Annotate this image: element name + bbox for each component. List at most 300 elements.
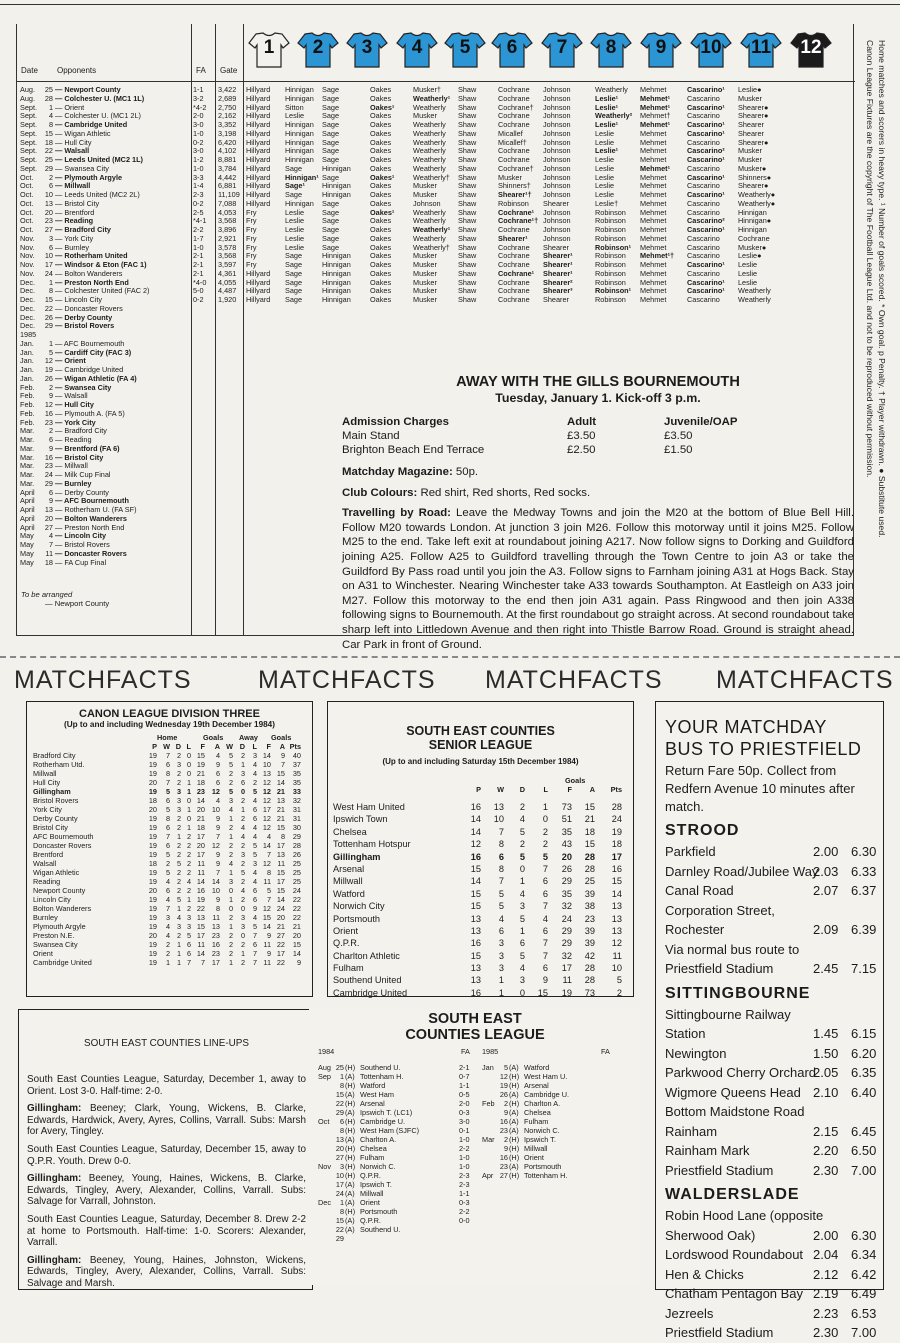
- team-name: Wigan Athletic: [33, 868, 80, 877]
- player-name: Shaw: [458, 85, 477, 94]
- stat-value: 16: [211, 940, 220, 949]
- sec-fixture-row: [318, 1234, 478, 1243]
- division-group-header: [33, 733, 309, 742]
- stat-value: 9: [266, 931, 271, 940]
- league-row: [33, 958, 309, 967]
- stat-value: 1: [542, 802, 548, 812]
- fixture-score: 1-0: [459, 1162, 470, 1171]
- stat-value: 39: [584, 938, 595, 949]
- player-name: Mehmet: [640, 146, 667, 156]
- fixture-score: 2-1: [193, 251, 204, 261]
- stop-name: Bottom Maidstone Road: [665, 1104, 805, 1119]
- travel-label: Travelling by Road:: [342, 507, 451, 520]
- league-row: [333, 987, 629, 999]
- player-name: Hillyard: [246, 128, 271, 138]
- magazine-price: 50p.: [452, 466, 479, 478]
- stat-value: 7: [498, 876, 504, 887]
- fixture-gate: 3,568: [218, 216, 237, 226]
- stat-value: 0: [186, 751, 191, 760]
- stat-value: 43: [561, 839, 572, 850]
- player-name: Leslie●: [738, 85, 762, 94]
- player-name: Johnson: [543, 111, 571, 121]
- player-name: Cascarino¹: [687, 190, 725, 199]
- sec-fixture-row: [318, 1108, 478, 1117]
- stat-value: 15: [470, 888, 481, 899]
- lineup-team: [27, 1103, 306, 1138]
- fixture-opponent: — Swansea City: [55, 163, 109, 173]
- player-name: Shaw: [458, 286, 477, 296]
- sec-fixture-row: [318, 1180, 478, 1189]
- stat-value: 35: [292, 778, 301, 787]
- league-row: [333, 925, 629, 937]
- stat-value: 22: [276, 958, 285, 967]
- depart-time: 2.30: [813, 1325, 839, 1340]
- fixture-day: 10: [44, 251, 53, 261]
- shirt-number-11: [740, 32, 782, 68]
- fixture-month: Sep: [318, 1072, 331, 1081]
- player-name: Leslie¹: [595, 146, 619, 156]
- fixture-gate: 4,055: [218, 277, 237, 287]
- player-name: Mehmet: [640, 137, 667, 147]
- stat-value: 4: [228, 859, 233, 868]
- fixture-day: 3: [48, 233, 53, 243]
- player-name: Shearer: [543, 198, 569, 208]
- fixture-month: Feb.: [20, 408, 35, 418]
- stat-value: 13: [262, 769, 271, 778]
- player-name: Leslie: [595, 172, 615, 182]
- player-name: Sage: [322, 93, 340, 103]
- player-name: Cascarino: [687, 207, 720, 217]
- player-name: Oakes: [370, 85, 392, 94]
- stat-value: 9: [252, 904, 257, 913]
- stat-value: 6: [542, 963, 548, 974]
- league-row: [33, 877, 309, 886]
- fixture-score: 2-2: [459, 1207, 470, 1216]
- stat-value: 4: [176, 913, 181, 922]
- fixture-day: 16: [499, 1117, 508, 1126]
- stat-value: 11: [197, 859, 205, 868]
- stat-value: 4: [240, 832, 245, 841]
- player-name: Johnson: [543, 85, 571, 94]
- stat-value: 15: [276, 868, 285, 877]
- fixture-day: 6: [48, 435, 53, 444]
- fixture-day: 1: [48, 338, 53, 348]
- player-name: Shearer●: [738, 111, 769, 121]
- stat-value: 3: [228, 877, 233, 886]
- stat-value: 2: [542, 826, 548, 837]
- fixture-score: 3-3: [193, 172, 204, 182]
- stat-value: 16: [611, 863, 622, 874]
- stat-value: 1: [186, 787, 191, 796]
- to-be-arranged: [21, 590, 109, 608]
- depart-time: 2.19: [813, 1286, 839, 1301]
- player-name: Robinson: [595, 260, 626, 269]
- stat-value: 1: [228, 922, 233, 931]
- player-name: Johnson: [543, 225, 571, 234]
- fixture-opponent: — Burnley: [55, 478, 92, 488]
- player-name: Hillyard: [246, 181, 271, 191]
- fixture-gate: 11,109: [218, 190, 240, 199]
- stop-name: Lordswood Roundabout: [665, 1247, 804, 1262]
- fixture-opponent: — Brentford (FA 6): [55, 443, 120, 453]
- player-name: Oakes: [370, 216, 392, 226]
- stat-value: 9: [542, 975, 548, 986]
- fixture-month: Dec.: [20, 295, 36, 304]
- fixture-gate: 3,578: [218, 242, 237, 252]
- stat-value: 19: [148, 958, 157, 967]
- fixture-day: 8: [339, 1207, 344, 1216]
- stat-value: 2: [186, 886, 191, 895]
- fixture-opponent: Chelsea: [360, 1144, 387, 1153]
- stat-value: 15: [196, 751, 205, 760]
- stat-value: 17: [196, 931, 205, 940]
- depart-time: 2.23: [813, 1305, 839, 1321]
- stat-value: 6: [240, 778, 245, 787]
- player-name: Cochrane: [498, 85, 530, 94]
- fixture-day: 8: [339, 1126, 344, 1135]
- bus-stop-row: [665, 1245, 875, 1265]
- fixture-day: 18: [44, 557, 53, 567]
- fixture-score: 3-0: [193, 120, 204, 129]
- stat-value: 8: [266, 868, 271, 877]
- stat-value: 29: [561, 925, 572, 936]
- bus-stop-row: [665, 842, 875, 862]
- stat-value: 19: [196, 895, 205, 904]
- league-row: [333, 913, 629, 925]
- stat-value: 2: [240, 796, 245, 805]
- player-name: Mehmet: [640, 233, 667, 243]
- stat-value: 20: [561, 851, 572, 862]
- depart-time: 2.03: [813, 863, 839, 879]
- team-name: Doncaster Rovers: [33, 841, 92, 850]
- fixture-opponent: Millwall: [360, 1189, 384, 1198]
- fixture-day: 13: [335, 1135, 344, 1144]
- stat-value: 42: [584, 950, 595, 961]
- fixture-row: [17, 357, 855, 366]
- stop-name: Wigmore Queens Head: [665, 1084, 801, 1100]
- stat-value: 2: [186, 868, 191, 877]
- player-name: Sage: [322, 85, 340, 94]
- fixture-opponent: Orient: [360, 1198, 380, 1207]
- player-name: Oakes: [370, 111, 392, 121]
- sec-title-2: SENIOR LEAGUE: [428, 738, 533, 752]
- away-travel-box: [342, 374, 854, 658]
- fixture-month: Oct: [318, 1117, 330, 1126]
- stat-value: 1: [228, 868, 233, 877]
- fixture-opponent: — York City: [55, 417, 96, 427]
- col-label: F: [266, 742, 271, 751]
- fixture-score: 3-0: [459, 1117, 470, 1126]
- player-name: Shearer¹: [498, 233, 528, 243]
- shirt-label: 1: [263, 37, 275, 58]
- stat-value: 20: [276, 913, 285, 922]
- stat-value: 19: [148, 769, 157, 778]
- player-name: Musker: [413, 268, 437, 278]
- player-name: Johnson: [543, 137, 571, 147]
- player-name: Weatherly: [413, 120, 446, 129]
- home-away: (H): [345, 1063, 356, 1072]
- fixture-month: Aug: [318, 1063, 331, 1072]
- return-time: 6.20: [851, 1045, 877, 1061]
- stat-value: 3: [176, 787, 181, 796]
- player-name: Cochrane: [498, 93, 530, 103]
- player-name: Musker: [413, 260, 437, 269]
- player-name: Johnson: [543, 146, 571, 156]
- player-name: Mehmet: [640, 216, 667, 226]
- copyright-note: Canon League Fixtures are the copyright of The Football League Ltd. and not to be reproduced without permission.: [865, 40, 875, 478]
- fixture-opponent: — Orient: [55, 356, 86, 366]
- team-name: Portsmouth: [333, 913, 380, 924]
- fixture-score: 1-1: [459, 1081, 470, 1090]
- group-label: Goals: [203, 733, 224, 742]
- fixture-opponent: Southend U.: [360, 1063, 401, 1072]
- stop-name: Jezreels: [665, 1305, 714, 1321]
- player-name: Shearer: [738, 128, 764, 138]
- bus-stop-row: [665, 1044, 875, 1064]
- player-name: Fry: [246, 225, 257, 234]
- sec-fixture-row: [318, 1198, 478, 1207]
- home-away: (H): [345, 1153, 356, 1162]
- stat-value: 39: [584, 925, 595, 936]
- league-row: [33, 760, 309, 769]
- stat-value: 2: [186, 904, 191, 913]
- fixture-month: Aug.: [20, 85, 36, 94]
- player-name: Hillyard: [246, 93, 271, 103]
- player-name: Sage: [322, 216, 340, 226]
- stat-value: 33: [292, 787, 301, 796]
- player-name: Weatherly●: [738, 190, 776, 199]
- player-name: Sage: [322, 233, 340, 243]
- main-stand-adult: £3.50: [567, 430, 596, 442]
- player-name: Hinnigan: [322, 163, 351, 173]
- fixture-month: April: [20, 505, 35, 514]
- player-name: Cascarino¹: [687, 85, 725, 94]
- player-name: Leslie: [595, 128, 615, 138]
- bus-stops: [665, 820, 875, 1343]
- stat-value: 1: [519, 876, 525, 887]
- stat-value: 2: [176, 823, 181, 832]
- stat-value: 24: [561, 913, 572, 924]
- fixture-score: 2-0: [459, 1099, 470, 1108]
- player-name: Weatherly: [413, 207, 446, 217]
- stat-value: 16: [470, 987, 481, 998]
- fixture-opponent: West Ham: [360, 1090, 394, 1099]
- stat-value: 3: [498, 963, 504, 974]
- stat-value: 2: [165, 940, 170, 949]
- stat-value: 1: [240, 805, 245, 814]
- stat-value: 30: [292, 823, 301, 832]
- fixture-day: 12: [44, 356, 53, 366]
- stat-value: 1: [228, 814, 233, 823]
- player-name: Hinnigan: [322, 268, 351, 278]
- sec-fixture-row: [318, 1063, 478, 1072]
- fixture-score: 5-0: [193, 286, 204, 296]
- lineups-title: SOUTH EAST COUNTIES LINE-UPS: [84, 1038, 249, 1049]
- team-name: Burnley: [33, 913, 58, 922]
- stat-value: 10: [493, 814, 504, 825]
- player-name: Cochrane: [498, 260, 530, 269]
- player-name: Oakes: [370, 181, 392, 191]
- stat-value: 2: [228, 949, 233, 958]
- player-name: Sage: [285, 277, 303, 287]
- stop-name: Hen & Chicks: [665, 1266, 744, 1282]
- stat-value: 4: [252, 760, 257, 769]
- col-label: L: [543, 785, 548, 794]
- stat-value: 15: [584, 839, 595, 850]
- fixture-day: 23: [499, 1126, 508, 1135]
- fixture-opponent: — Burnley: [55, 242, 90, 252]
- matchfacts-banner: MATCHFACTS: [485, 666, 663, 694]
- fixture-day: 10: [335, 1171, 344, 1180]
- fixture-month: Nov.: [20, 251, 35, 261]
- stat-value: 10: [211, 886, 220, 895]
- fixture-gate: 8,881: [218, 155, 237, 164]
- team-name: York City: [33, 805, 62, 814]
- stat-value: 6: [165, 823, 170, 832]
- fixture-opponent: — Leeds United (MC2 2L): [55, 190, 140, 199]
- year-1984: 1984: [318, 1047, 335, 1056]
- stat-value: 6: [165, 796, 170, 805]
- shirt-number-3: [346, 32, 388, 68]
- stat-value: 20: [148, 931, 157, 940]
- bus-stop-row: [665, 1265, 875, 1285]
- fixture-month: Nov: [318, 1162, 331, 1171]
- player-name: Weatherly: [413, 155, 446, 164]
- player-name: Oakes: [370, 155, 392, 164]
- team-name: Walsall: [33, 859, 57, 868]
- depart-time: 2.45: [813, 961, 839, 976]
- fixture-day: 24: [44, 470, 53, 479]
- group-label: Away: [239, 733, 258, 742]
- league-row: [33, 859, 309, 868]
- stat-value: 19: [148, 895, 157, 904]
- stat-value: 23: [211, 949, 220, 958]
- fixture-day: 26: [44, 373, 53, 383]
- fixture-opponent: — Hull City: [55, 137, 92, 147]
- player-name: Musker: [413, 277, 437, 287]
- stat-value: 7: [280, 760, 285, 769]
- player-name: Leslie: [595, 190, 615, 199]
- stat-value: 19: [148, 904, 157, 913]
- stat-value: 29: [292, 832, 301, 841]
- player-name: Fry: [246, 260, 257, 269]
- return-time: 6.40: [851, 1084, 877, 1100]
- matchfacts-banner: MATCHFACTS: [258, 666, 436, 694]
- return-time: 7.00: [851, 1325, 877, 1340]
- player-name: Cascarino: [687, 137, 720, 147]
- team-name: Swansea City: [33, 940, 78, 949]
- return-time: 6.33: [851, 863, 877, 879]
- stat-value: 25: [292, 859, 301, 868]
- fixture-row: [17, 322, 855, 331]
- fixture-day: 3: [339, 1162, 344, 1171]
- fixture-score: 0-2: [193, 198, 204, 208]
- depart-time: 2.00: [813, 844, 839, 859]
- col-label: W: [497, 785, 504, 794]
- stat-value: 0: [186, 796, 191, 805]
- fixture-opponent: Q.P.R.: [360, 1216, 381, 1225]
- player-name: Oakes¹: [370, 172, 395, 182]
- stat-value: 0: [240, 904, 245, 913]
- magazine-label: Matchday Magazine:: [342, 466, 453, 478]
- player-name: Cochrane: [498, 277, 530, 287]
- division-title: CANON LEAGUE DIVISION THREE: [79, 708, 260, 720]
- stat-value: 28: [584, 863, 595, 874]
- fixture-month: May: [20, 531, 34, 541]
- stat-value: 7: [542, 950, 548, 961]
- fixture-day: 15: [335, 1090, 344, 1099]
- shirt-number-9: [640, 32, 682, 68]
- secfix-title-2: COUNTIES LEAGUE: [405, 1027, 545, 1043]
- fixture-opponent: — Cambridge United: [55, 120, 128, 129]
- fixture-gate: 3,352: [218, 120, 237, 129]
- home-away: (H): [345, 1099, 356, 1108]
- player-name: Oakes¹: [370, 102, 395, 112]
- fixtures-header: [17, 24, 855, 82]
- stat-value: 3: [519, 901, 525, 912]
- fixture-day: 1: [48, 102, 53, 112]
- fixture-opponent: Arsenal: [524, 1081, 549, 1090]
- stat-value: 35: [561, 888, 572, 899]
- bus-intro: Return Fare 50p. Collect from Redfern Avenue 10 minutes after match.: [665, 763, 855, 814]
- fixture-opponent: Tottenham H.: [360, 1072, 404, 1081]
- sec-senior-league-table: [327, 701, 634, 997]
- stat-value: 2: [165, 949, 170, 958]
- player-name: Cascarino¹: [687, 286, 725, 296]
- fixture-day: 11: [45, 548, 53, 558]
- league-row: [33, 778, 309, 787]
- fixture-month: Dec.: [20, 312, 36, 322]
- player-name: Oakes: [370, 251, 392, 261]
- fixture-day: 20: [44, 207, 53, 217]
- return-time: 6.39: [851, 922, 877, 937]
- stat-value: 2: [176, 931, 181, 940]
- player-name: Sitton: [285, 102, 304, 112]
- player-name: Mehmet¹: [640, 120, 670, 129]
- stat-value: 6: [165, 760, 170, 769]
- bus-stop-row: [665, 1122, 875, 1142]
- player-name: Shaw: [458, 233, 477, 243]
- fixture-day: 2: [48, 426, 53, 436]
- league-row: [33, 886, 309, 895]
- player-name: Hinnigan: [322, 181, 351, 191]
- stat-value: 2: [240, 877, 245, 886]
- stat-value: 3: [165, 913, 170, 922]
- return-time: 6.15: [851, 1026, 877, 1041]
- fixture-day: 2: [503, 1135, 508, 1144]
- stat-value: 3: [176, 922, 181, 931]
- player-name: Cochrane: [498, 242, 530, 252]
- stat-value: 2: [176, 886, 181, 895]
- team-name: Newport County: [33, 886, 86, 895]
- return-time: 6.35: [851, 1065, 877, 1080]
- stat-value: 3: [240, 922, 245, 931]
- stat-value: 20: [196, 805, 205, 814]
- player-name: Musker: [413, 181, 437, 191]
- stat-value: 5: [176, 895, 181, 904]
- fixture-day: 29: [335, 1108, 344, 1117]
- team-name: Reading: [33, 877, 61, 886]
- stat-value: 15: [276, 886, 285, 895]
- stat-value: 0: [186, 814, 191, 823]
- fixture-score: 1-4: [193, 181, 204, 191]
- player-name: Mehmet: [640, 207, 667, 217]
- fixture-day: 6: [48, 181, 53, 191]
- fixture-gate: 1,920: [218, 295, 237, 304]
- stat-value: 5: [266, 886, 271, 895]
- stat-value: 11: [197, 868, 205, 877]
- fixture-day: 25: [44, 85, 53, 94]
